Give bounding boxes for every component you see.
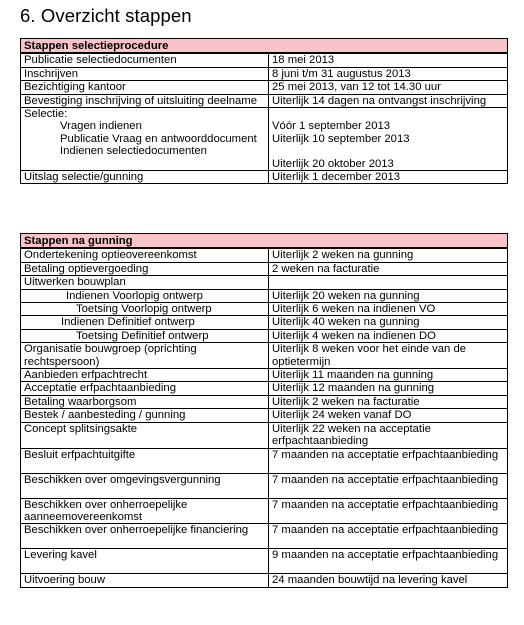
table-header: Stappen selectieprocedure	[21, 39, 508, 54]
step-deadline: Uiterlijk 2 weken na facturatie	[269, 395, 508, 408]
table-row	[21, 303, 508, 316]
table-row	[21, 382, 508, 395]
table-header: Stappen na gunning	[21, 234, 508, 249]
table-row	[21, 67, 508, 80]
table-row	[21, 395, 508, 408]
step-label: Toetsing Voorlopig ontwerp	[21, 303, 269, 316]
step-label: Betaling waarborgsom	[21, 395, 269, 408]
step-label: Betaling optievergoeding	[21, 262, 269, 275]
table-row	[21, 448, 508, 473]
selectie-item-label: Vragen indienen	[60, 120, 142, 133]
step-deadline: Uiterlijk 24 weken vanaf DO	[269, 409, 508, 422]
table-row	[21, 94, 508, 107]
step-label: Publicatie selectiedocumenten	[21, 53, 269, 67]
step-label: Indienen Voorlopig ontwerp	[21, 289, 269, 302]
step-label: Bevestiging inschrijving of uitsluiting deelname	[21, 94, 269, 107]
table-row	[21, 289, 508, 302]
step-label: Acceptatie erfpachtaanbieding	[21, 382, 269, 395]
step-deadline: Uiterlijk 11 maanden na gunning	[269, 369, 508, 382]
step-label: Organisatie bouwgroep (oprichting rechtspersoon)	[21, 343, 269, 369]
table-row	[21, 574, 508, 587]
table-row	[21, 422, 508, 448]
table-row	[21, 276, 508, 289]
table-header-row	[21, 234, 508, 249]
step-deadline: 2 weken na facturatie	[269, 262, 508, 275]
step-deadline: Uiterlijk 8 weken voor het einde van de optietermijn	[269, 343, 508, 369]
step-deadline: 7 maanden na acceptatie erfpachtaanbieding	[269, 448, 508, 473]
step-deadline: Uiterlijk 22 weken na acceptatie erfpachtaanbieding	[269, 422, 508, 448]
step-deadline: 25 mei 2013, van 12 tot 14.30 uur	[269, 81, 508, 94]
step-deadline: 8 juni t/m 31 augustus 2013	[269, 67, 508, 80]
step-label: Beschikken over onherroepelijke financiering	[21, 524, 269, 549]
table-row	[21, 409, 508, 422]
table-row	[21, 549, 508, 574]
table-row	[21, 343, 508, 369]
selectie-item-deadline: Uiterlijk 20 oktober 2013	[272, 157, 394, 170]
step-deadline: 7 maanden na acceptatie erfpachtaanbieding	[269, 498, 508, 524]
step-deadline: Uiterlijk 4 weken na indienen DO	[269, 329, 508, 342]
step-deadline: 9 maanden na acceptatie erfpachtaanbieding	[269, 549, 508, 574]
table-row	[21, 248, 508, 262]
step-deadline: 24 maanden bouwtijd na levering kavel	[269, 574, 508, 587]
table-row	[21, 53, 508, 67]
step-deadline: 7 maanden na acceptatie erfpachtaanbieding	[269, 473, 508, 498]
table-row-selectie	[21, 108, 508, 171]
table-row	[21, 473, 508, 498]
table-row	[21, 498, 508, 524]
table-row	[21, 369, 508, 382]
step-deadline: 7 maanden na acceptatie erfpachtaanbieding	[269, 524, 508, 549]
step-deadline: Uiterlijk 1 december 2013	[269, 171, 508, 184]
step-label: Bestek / aanbesteding / gunning	[21, 409, 269, 422]
step-label: Indienen Definitief ontwerp	[21, 316, 269, 329]
step-label: Uitslag selectie/gunning	[21, 171, 269, 184]
table-row	[21, 329, 508, 342]
step-label: Inschrijven	[21, 67, 269, 80]
step-label: Beschikken over omgevingsvergunning	[21, 473, 269, 498]
selectie-cell	[21, 108, 269, 171]
step-label: Beschikken over onherroepelijke aanneemovereenkomst	[21, 498, 269, 524]
step-deadline: Uiterlijk 14 dagen na ontvangst inschrijving	[269, 94, 508, 107]
step-deadline: Uiterlijk 20 weken na gunning	[269, 289, 508, 302]
step-label: Ondertekening optieovereenkomst	[21, 248, 269, 262]
step-label: Uitwerken bouwplan	[21, 276, 269, 289]
selectie-values-cell	[269, 108, 508, 171]
section-heading: 6. Overzicht stappen	[20, 5, 192, 26]
table-row	[21, 316, 508, 329]
step-label: Levering kavel	[21, 549, 269, 574]
step-label: Concept splitsingsakte	[21, 422, 269, 448]
table-row	[21, 171, 508, 184]
step-label: Besluit erfpachtuitgifte	[21, 448, 269, 473]
selectie-item-deadline: Vóór 1 september 2013	[272, 120, 391, 133]
step-deadline: Uiterlijk 2 weken na gunning	[269, 248, 508, 262]
table-row	[21, 524, 508, 549]
step-deadline: Uiterlijk 6 weken na indienen VO	[269, 303, 508, 316]
step-label: Toetsing Definitief ontwerp	[21, 329, 269, 342]
selectie-item-label: Indienen selectiedocumenten	[60, 145, 207, 158]
selectie-item-label: Publicatie Vraag en antwoorddocument	[60, 132, 257, 145]
step-label: Aanbieden erfpachtrecht	[21, 369, 269, 382]
table-row	[21, 262, 508, 275]
step-label: Uitvoering bouw	[21, 574, 269, 587]
table-row	[21, 81, 508, 94]
selectie-item-deadline: Uiterlijk 10 september 2013	[272, 132, 410, 145]
selection-procedure-table	[20, 38, 508, 184]
step-deadline	[269, 276, 508, 289]
step-label: Bezichtiging kantoor	[21, 81, 269, 94]
step-deadline: Uiterlijk 12 maanden na gunning	[269, 382, 508, 395]
step-deadline: Uiterlijk 40 weken na gunning	[269, 316, 508, 329]
step-deadline: 18 mei 2013	[269, 53, 508, 67]
post-award-table	[20, 233, 508, 588]
table-header-row	[21, 39, 508, 54]
selectie-label: Selectie:	[24, 108, 68, 121]
